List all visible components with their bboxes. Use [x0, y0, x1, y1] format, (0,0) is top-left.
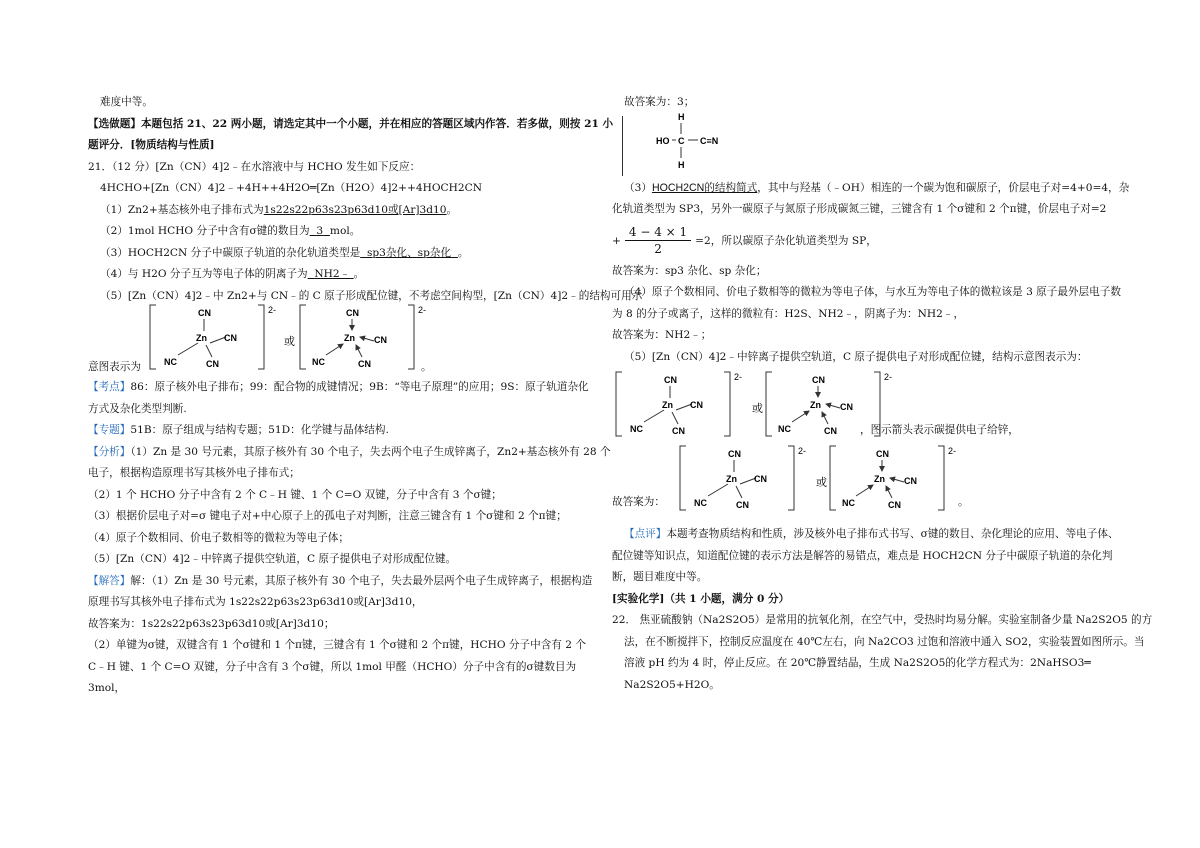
or-label: 或	[816, 476, 827, 489]
section-heading-cont: 题评分．[物质结构与性质]	[88, 139, 215, 151]
section-heading: 【选做题】本题包括 21、22 两小题，请选定其中一个小题，并在相应的答题区域内作答．若多做，则按 21 小	[88, 117, 614, 130]
h-top-label: H	[678, 111, 685, 122]
jieda-line-1b: 原理书写其核外电子排布式为 1s22s22p63s23p63d10或[Ar]3d10，	[88, 596, 423, 608]
fenxi-line-1b: 电子，根据构造原理书写其核外电子排布式；	[88, 467, 300, 479]
nc-label: NC	[778, 424, 791, 434]
answer-line: 故答案为：3；	[624, 96, 695, 108]
or-label: 或	[284, 335, 295, 348]
cn-top-label-2: CN	[346, 308, 359, 318]
left-column	[88, 92, 643, 700]
dianping-line-2: 配位键等知识点，知道配位键的表示方法是解答的易错点，难点是 HOCH2CN 分子中碳原子轨道的杂化判	[612, 549, 1113, 562]
nc-label-2: NC	[312, 357, 325, 367]
cn-label: CN	[728, 449, 741, 459]
jieda-line-1c: 故答案为：1s22s22p63s23p63d10或[Ar]3d10；	[88, 617, 335, 630]
jieda-line-2: （2）单键为σ键，双键含有 1 个σ键和 1 个π键，三键含有 1 个σ键和 2 个π键，HCHO 分子中含有 2 个	[88, 639, 586, 651]
cn-label: CN	[904, 476, 917, 486]
answer-4: 故答案为：NH2﹣；	[612, 329, 712, 341]
charge-label: 2-	[948, 446, 956, 456]
fenxi-line-3: （3）根据价层电子对=σ 键电子对+中心原子上的孤电子对判断，注意三键含有 1 个σ键和 2 个π键；	[88, 510, 567, 522]
fenxi-line-2: （2）1 个 HCHO 分子中含有 2 个 C﹣H 键、1 个 C=O 双键，分子中含有 3 个σ键；	[88, 488, 502, 501]
question-22-line-1: 22． 焦亚硫酸钠（Na2S2O5）是常用的抗氧化剂，在空气中，受热时均易分解。实验室制备少量 Na2S2O5 的方	[612, 614, 1153, 626]
sub-question-1: （1）Zn2+基态核外电子排布式为1s22s22p63s23p63d10或[Ar]3d10。	[100, 203, 458, 216]
charge-label: 2-	[884, 372, 892, 382]
fenxi-line-5: （5）[Zn（CN）4]2﹣中锌离子提供空轨道，C 原子提供电子对形成配位键。	[88, 553, 457, 565]
explanation-4a: （4）原子个数相同、价电子数相等的微粒为等电子体，与水互为等电子体的微粒该是 3 原子最外层电子数	[624, 286, 1121, 298]
question-22-line-3: 溶液 pH 约为 4 时，停止反应。在 20℃静置结晶，生成 Na2S2O5的化学方程式为：2NaHSO3═	[624, 657, 1091, 669]
sub-question-4: （4）与 H2O 分子互为等电子体的阴离子为 NH2﹣ 。	[100, 268, 365, 280]
sub-question-5: （5）[Zn（CN）4]2﹣中 Zn2+与 CN﹣的 C 原子形成配位键，不考虑空间构型，[Zn（CN）4]2﹣的结构可用示	[100, 289, 643, 302]
zn-label: Zn	[726, 474, 737, 484]
zhuanti-line: 【专题】51B：原子组成与结构专题；51D：化学键与晶体结构.	[88, 424, 389, 436]
dianping-line: 【点评】本题考查物质结构和性质，涉及核外电子排布式书写、σ键的数目、杂化理论的应用、等电子体、	[624, 528, 1119, 540]
cn-bottom-label: CN	[206, 359, 219, 369]
cn-label: CN	[888, 500, 901, 510]
zn-label: Zn	[874, 474, 885, 484]
jieda-line-2b: C﹣H 键、1 个 C=O 双键，分子中含有 3 个σ键，所以 1mol 甲醛（HCHO）分子中含有的σ键数目为	[88, 660, 577, 673]
sub-question-5-end: 意图表示为 。	[88, 361, 432, 373]
kaodian-line: 【考点】86：原子核外电子排布；99：配合物的成键情况；9B：“等电子原理”的应用；9S：原子轨道杂化	[88, 381, 589, 393]
cn-top-label: CN	[198, 308, 211, 318]
zn-cn-structure-answer-final	[612, 446, 1122, 524]
explanation-3a: （3）HOCH2CN的结构简式，其中与羟基（﹣OH）相连的一个碳为饱和碳原子，价层电子对=4+0=4，杂	[624, 181, 1130, 194]
cn-label: CN	[876, 449, 889, 459]
nc-label: NC	[630, 424, 643, 434]
cn-right-label-2: CN	[374, 335, 387, 345]
kaodian-line-2: 方式及杂化类型判断.	[88, 402, 187, 415]
cn-label: CN	[812, 375, 825, 385]
explanation-5a: （5）[Zn（CN）4]2﹣中锌离子提供空轨道，C 原子提供电子对形成配位键，结构示意图表示为：	[624, 350, 1088, 363]
answer-5-label: 故答案为：	[612, 496, 665, 508]
zn-label: Zn	[196, 333, 207, 343]
c-triple-n-label: C≡N	[700, 135, 719, 146]
nc-label: NC	[164, 357, 177, 367]
cn-label: CN	[664, 375, 677, 385]
reaction-equation: 4HCHO+[Zn（CN）4]2﹣+4H++4H2O═[Zn（H2O）4]2++4HOCH2CN	[100, 182, 483, 194]
cn-label: CN	[754, 474, 767, 484]
zn-label: Zn	[810, 400, 821, 410]
charge-label: 2-	[734, 372, 743, 382]
jieda-line: 【解答】解：（1）Zn 是 30 号元素，其原子核外有 30 个电子，失去最外层两个电子生成锌离子，根据构造	[88, 574, 593, 587]
cn-bottom-label-2: CN	[358, 359, 371, 369]
cn-label: CN	[840, 402, 853, 412]
explanation-5b: ，图示箭头表示碳提供电子给锌，	[860, 424, 1019, 436]
question-21: 21．（12 分）[Zn（CN）4]2﹣在水溶液中与 HCHO 发生如下反应：	[88, 160, 421, 173]
h-bottom-label: H	[678, 159, 685, 170]
zn-label-2: Zn	[344, 333, 355, 343]
or-label: 或	[752, 402, 763, 415]
answer-3: 故答案为：sp3 杂化、sp 杂化；	[612, 264, 767, 277]
dianping-line-3: 断，题目难度中等。	[612, 571, 708, 583]
charge-label: 2-	[798, 446, 807, 456]
cn-label: CN	[672, 426, 685, 436]
cn-label: CN	[690, 400, 703, 410]
ho-label: HO	[656, 135, 670, 146]
answer-5-end: 。	[958, 496, 969, 508]
zn-cn-structure-diagram	[88, 307, 588, 377]
hoch2cn-structure	[612, 111, 1122, 178]
explanation-3c: + $\frac{4 - 4 \times 1}{2}$ =2，所以碳原子杂化轨道类型为 SP，	[612, 225, 877, 256]
sub-question-3: （3）HOCH2CN 分子中碳原子轨道的杂化轨道类型是 sp3杂化、sp杂化 。	[100, 246, 469, 259]
charge-label: 2-	[268, 305, 277, 315]
explanation-3b: 化轨道类型为 SP3，另外一碳原子与氮原子形成碳氮三键，三键含有 1 个σ键和 2 个π键，价层电子对=2	[612, 203, 1107, 215]
fenxi-line: 【分析】（1）Zn 是 30 号元素，其原子核外有 30 个电子，失去两个电子生成锌离子，Zn2+基态核外有 28 个	[88, 445, 611, 458]
jieda-line-2c: 3mol，	[88, 682, 126, 694]
cn-right-label: CN	[224, 333, 237, 343]
text-line: 难度中等。	[100, 96, 153, 108]
explanation-4b: 为 8 的分子或离子，这样的微粒有：H2S、NH2﹣，阴离子为：NH2﹣，	[612, 307, 965, 320]
c-label: C	[678, 135, 685, 146]
zn-label: Zn	[662, 400, 673, 410]
nc-label: NC	[842, 498, 855, 508]
cn-label: CN	[736, 500, 749, 510]
nc-label: NC	[694, 498, 707, 508]
question-22-line-4: Na2S2O5+H2O。	[624, 678, 720, 691]
cn-label: CN	[824, 426, 837, 436]
experiment-heading: [实验化学]（共 1 小题，满分 0 分）	[612, 592, 790, 605]
right-column	[612, 92, 1153, 696]
charge-label-2: 2-	[418, 305, 426, 315]
fraction: $\frac{4 - 4 \times 1}{2}$	[625, 224, 691, 257]
zn-cn-structure-diagram-answer	[612, 368, 1122, 454]
sub-question-2: （2）1mol HCHO 分子中含有σ键的数目为 3 mol。	[100, 225, 361, 237]
fenxi-line-4: （4）原子个数相同、价电子数相等的微粒为等电子体；	[88, 531, 349, 544]
question-22-line-2: 法，在不断搅拌下，控制反应温度在 40℃左右，向 Na2CO3 过饱和溶液中通入 SO2，实验装置如图所示。当	[624, 635, 1145, 648]
